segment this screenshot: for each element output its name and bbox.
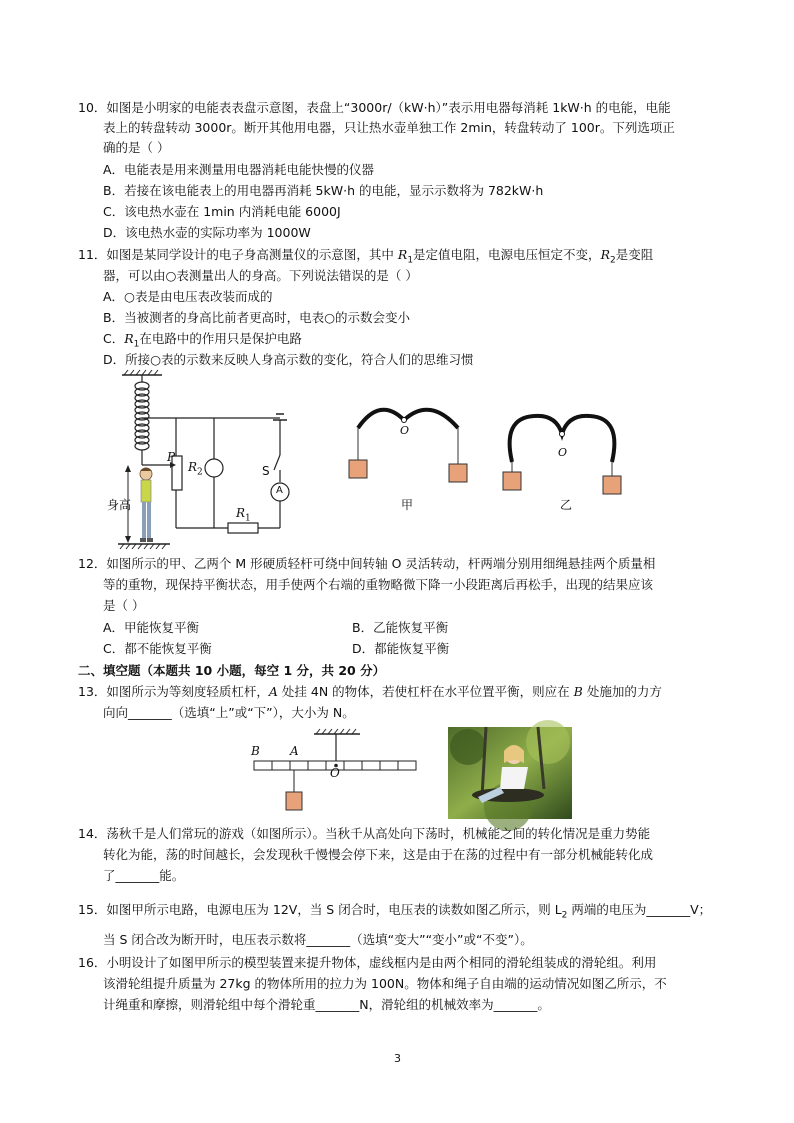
q11-option-c-r1: R — [124, 331, 134, 346]
lever-pivot-o: O — [330, 766, 340, 780]
q13-point-b: B — [573, 684, 583, 699]
q10-option-a: A．电能表是用来测量用电器消耗电能快慢的仪器 — [103, 162, 375, 177]
pivot-o-jia: O — [400, 424, 410, 437]
q11-option-a: A．○表是由电压表改装而成的 — [103, 289, 273, 304]
q12-line-1: 12．如图所示的甲、乙两个 M 形硬质轻杆可绕中间转轴 O 灵活转动，杆两端分别用细绳悬挂两个质量相 — [78, 556, 656, 571]
q11-line-1 — [78, 247, 653, 269]
q13-text-b: 处挂 4N 的物体，若使杠杆在水平位置平衡，则应在 — [277, 684, 574, 699]
q11-option-d: D．所接○表的示数来反映人身高示数的变化，符合人们的思维习惯 — [103, 352, 474, 367]
r1-label — [236, 506, 251, 523]
pivot-o-yi: O — [558, 446, 568, 459]
q15-l2-sub: 2 — [561, 910, 568, 921]
q14-line-2: 转化为能，荡的时间越长，会发现秋千慢慢会停下来，这是由于在荡的过程中有一部分机械能转化成 — [103, 847, 654, 862]
r2-label-letter: R — [188, 460, 198, 474]
q16-line-2: 该滑轮组提升质量为 27kg 的物体所用的拉力为 100N。物体和绳子自由端的运动情况如图乙所示，不 — [103, 976, 667, 991]
height-label: 身高 — [107, 498, 132, 512]
page-number: 3 — [394, 1052, 401, 1065]
q11-option-c-r1-sub: 1 — [133, 339, 140, 350]
q12-line-3: 是（ ） — [103, 598, 145, 613]
q11-r2-sub: 2 — [609, 255, 616, 266]
q13-text-a: 13．如图所示为等刻度轻质杠杆， — [78, 684, 269, 699]
q12-option-a: A．甲能恢复平衡 — [103, 620, 200, 635]
height-meter-circuit-diagram — [100, 370, 310, 550]
lever-point-b: B — [251, 744, 260, 758]
q11-text-b: 是定值电阻，电源电压恒定不变， — [413, 247, 601, 262]
q11-r2: R — [600, 247, 610, 262]
q11-text-c: 是变阻 — [615, 247, 654, 262]
q10-line-3: 确的是（ ） — [103, 140, 170, 155]
r2-label — [188, 460, 203, 477]
q15-text-a: 15．如图甲所示电路，电源电压为 12V，当 S 闭合时，电压表的读数如图乙所示，则 L — [78, 902, 562, 917]
q16-line-3: 计绳重和摩擦，则滑轮组中每个滑轮重_______N，滑轮组的机械效率为_______。 — [103, 997, 550, 1012]
q11-line-2: 器，可以由○表测量出人的身高。下列说法错误的是（ ） — [103, 268, 418, 283]
q14-line-1: 14．荡秋千是人们常玩的游戏（如图所示）。当秋千从高处向下荡时，机械能之间的转化情况是重力势能 — [78, 826, 651, 841]
label-yi: 乙 — [560, 498, 573, 512]
q12-option-c: C．都不能恢复平衡 — [103, 641, 212, 656]
q11-r1: R — [397, 247, 408, 262]
q10-option-d: D．该电热水壶的实际功率为 1000W — [103, 225, 311, 240]
lever-point-a: A — [290, 744, 299, 758]
slider-p-label: P — [167, 450, 176, 464]
q16-line-1: 16．小明设计了如图甲所示的模型装置来提升物体，虚线框内是由两个相同的滑轮组装成的滑轮组。利用 — [78, 955, 657, 970]
q12-option-d: D．都能恢复平衡 — [352, 641, 450, 656]
q11-option-c-tail: 在电路中的作用只是保护电路 — [139, 331, 302, 346]
q13-line-1 — [78, 684, 662, 700]
q13-point-a: A — [268, 684, 278, 699]
q15-line-2: 当 S 闭合改为断开时，电压表示数将_______（选填“变大”“变小”或“不变”）。 — [103, 932, 533, 947]
q13-line-2: 向向_______（选填“上”或“下”），大小为 N。 — [103, 705, 355, 720]
section-heading-fill-in: 二、填空题（本题共 10 小题，每空 1 分，共 20 分） — [78, 663, 386, 678]
q13-text-c: 处施加的力方 — [582, 684, 662, 699]
r1-label-sub: 1 — [245, 513, 251, 524]
q10-option-c: C．该电热水壶在 1min 内消耗电能 6000J — [103, 204, 341, 219]
m-rod-diagram-jia — [340, 400, 470, 490]
q12-option-b: B．乙能恢复平衡 — [352, 620, 449, 635]
r2-label-sub: 2 — [197, 467, 203, 478]
q14-line-3: 了_______能。 — [103, 868, 185, 883]
q11-option-c-head: C． — [103, 331, 125, 346]
r1-label-letter: R — [236, 506, 246, 520]
q15-line-1 — [78, 902, 711, 924]
switch-s-label: S — [262, 464, 270, 478]
q11-r1-sub: 1 — [407, 255, 414, 266]
q11-option-c — [103, 331, 302, 353]
swing-photo — [448, 727, 572, 819]
person-figure — [140, 468, 153, 543]
q10-line-1: 10．如图是小明家的电能表表盘示意图，表盘上“3000r/（kW·h）”表示用电器每消耗 1kW·h 的电能，电能 — [78, 100, 671, 115]
ammeter-a-label: A — [276, 485, 283, 496]
q15-text-b: 两端的电压为_______V； — [567, 902, 712, 917]
q11-text-a: 11．如图是某同学设计的电子身高测量仪的示意图，其中 — [78, 247, 398, 262]
q11-option-b: B．当被测者的身高比前者更高时，电表○的示数会变小 — [103, 310, 410, 325]
q10-line-2: 表上的转盘转动 3000r。断开其他用电器，只让热水壶单独工作 2min，转盘转动了 100r。下列选项正 — [103, 120, 675, 135]
label-jia: 甲 — [401, 498, 414, 512]
q12-line-2: 等的重物，现保持平衡状态，用手使两个右端的重物略微下降一小段距离后再松手，出现的结果应该 — [103, 577, 654, 592]
q10-option-b: B．若接在该电能表上的用电器再消耗 5kW·h 的电能，显示示数将为 782kW·h — [103, 183, 544, 198]
